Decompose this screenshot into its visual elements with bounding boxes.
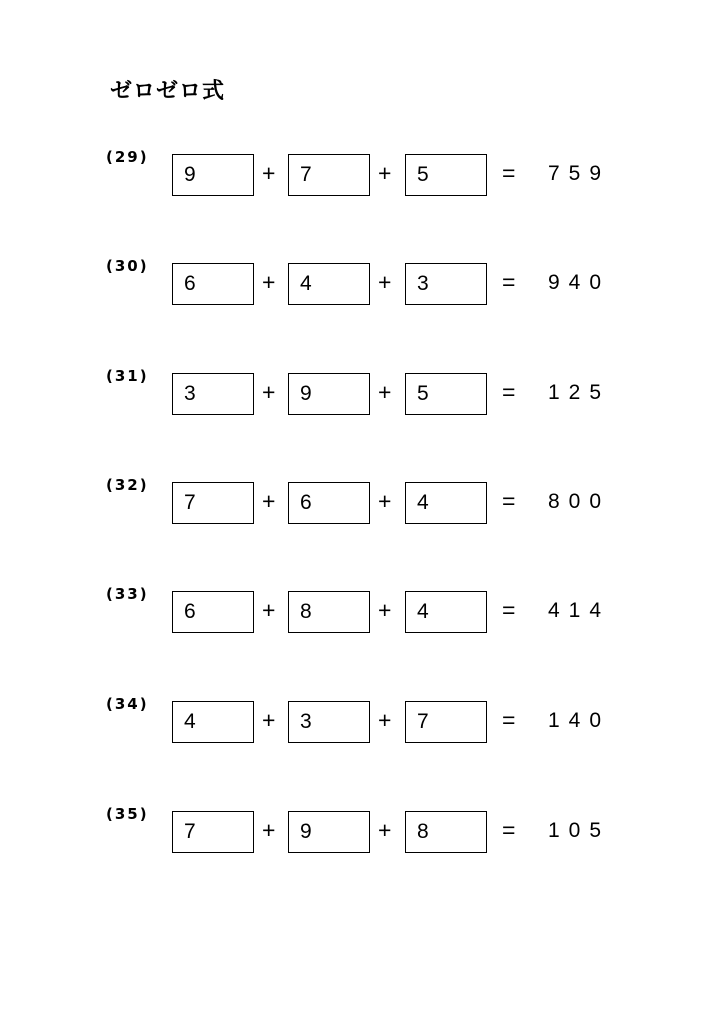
problem-number: (31): [106, 367, 149, 385]
answer-box[interactable]: [288, 591, 370, 633]
answer-box[interactable]: [405, 263, 487, 305]
equals-sign: =: [502, 707, 516, 733]
box-digit: 4: [184, 710, 196, 733]
answer-box[interactable]: [288, 701, 370, 743]
equals-sign: =: [502, 597, 516, 623]
box-digit: 7: [184, 491, 196, 514]
plus-sign: +: [378, 379, 392, 405]
answer-box[interactable]: [172, 811, 254, 853]
result-value: 759: [548, 162, 611, 185]
answer-box[interactable]: [172, 701, 254, 743]
result-value: 125: [548, 381, 611, 404]
plus-sign: +: [262, 488, 276, 514]
answer-box[interactable]: [405, 482, 487, 524]
problem-row: [0, 695, 724, 761]
plus-sign: +: [262, 160, 276, 186]
box-digit: 3: [184, 382, 196, 405]
problem-row: [0, 805, 724, 871]
problem-number: (34): [106, 695, 149, 713]
plus-sign: +: [378, 707, 392, 733]
problem-number: (29): [106, 148, 149, 166]
box-digit: 7: [300, 163, 312, 186]
box-digit: 8: [300, 600, 312, 623]
box-digit: 6: [184, 272, 196, 295]
answer-box[interactable]: [405, 591, 487, 633]
answer-box[interactable]: [288, 811, 370, 853]
answer-box[interactable]: [405, 154, 487, 196]
box-digit: 5: [417, 163, 429, 186]
answer-box[interactable]: [172, 373, 254, 415]
box-digit: 4: [417, 491, 429, 514]
problem-number: (35): [106, 805, 149, 823]
plus-sign: +: [262, 597, 276, 623]
problem-row: [0, 148, 724, 214]
page-title: ゼロゼロ式: [110, 79, 226, 104]
plus-sign: +: [262, 269, 276, 295]
plus-sign: +: [378, 269, 392, 295]
answer-box[interactable]: [172, 263, 254, 305]
answer-box[interactable]: [172, 154, 254, 196]
problem-row: [0, 476, 724, 542]
answer-box[interactable]: [288, 263, 370, 305]
box-digit: 3: [417, 272, 429, 295]
problem-number: (30): [106, 257, 149, 275]
plus-sign: +: [378, 160, 392, 186]
box-digit: 4: [300, 272, 312, 295]
plus-sign: +: [378, 597, 392, 623]
box-digit: 9: [300, 382, 312, 405]
plus-sign: +: [378, 817, 392, 843]
answer-box[interactable]: [405, 811, 487, 853]
answer-box[interactable]: [288, 154, 370, 196]
box-digit: 9: [184, 163, 196, 186]
box-digit: 7: [184, 820, 196, 843]
answer-box[interactable]: [288, 482, 370, 524]
equals-sign: =: [502, 488, 516, 514]
plus-sign: +: [262, 707, 276, 733]
box-digit: 3: [300, 710, 312, 733]
box-digit: 5: [417, 382, 429, 405]
box-digit: 6: [184, 600, 196, 623]
result-value: 940: [548, 271, 611, 294]
problem-row: [0, 585, 724, 651]
equals-sign: =: [502, 269, 516, 295]
problem-number: (33): [106, 585, 149, 603]
plus-sign: +: [262, 817, 276, 843]
box-digit: 7: [417, 710, 429, 733]
answer-box[interactable]: [172, 591, 254, 633]
problem-number: (32): [106, 476, 149, 494]
equals-sign: =: [502, 160, 516, 186]
box-digit: 6: [300, 491, 312, 514]
box-digit: 8: [417, 820, 429, 843]
answer-box[interactable]: [405, 701, 487, 743]
box-digit: 4: [417, 600, 429, 623]
problem-row: [0, 367, 724, 433]
plus-sign: +: [378, 488, 392, 514]
result-value: 105: [548, 819, 611, 842]
equals-sign: =: [502, 817, 516, 843]
box-digit: 9: [300, 820, 312, 843]
equals-sign: =: [502, 379, 516, 405]
result-value: 414: [548, 599, 611, 622]
answer-box[interactable]: [405, 373, 487, 415]
answer-box[interactable]: [288, 373, 370, 415]
plus-sign: +: [262, 379, 276, 405]
result-value: 140: [548, 709, 611, 732]
result-value: 800: [548, 490, 611, 513]
problem-row: [0, 257, 724, 323]
answer-box[interactable]: [172, 482, 254, 524]
